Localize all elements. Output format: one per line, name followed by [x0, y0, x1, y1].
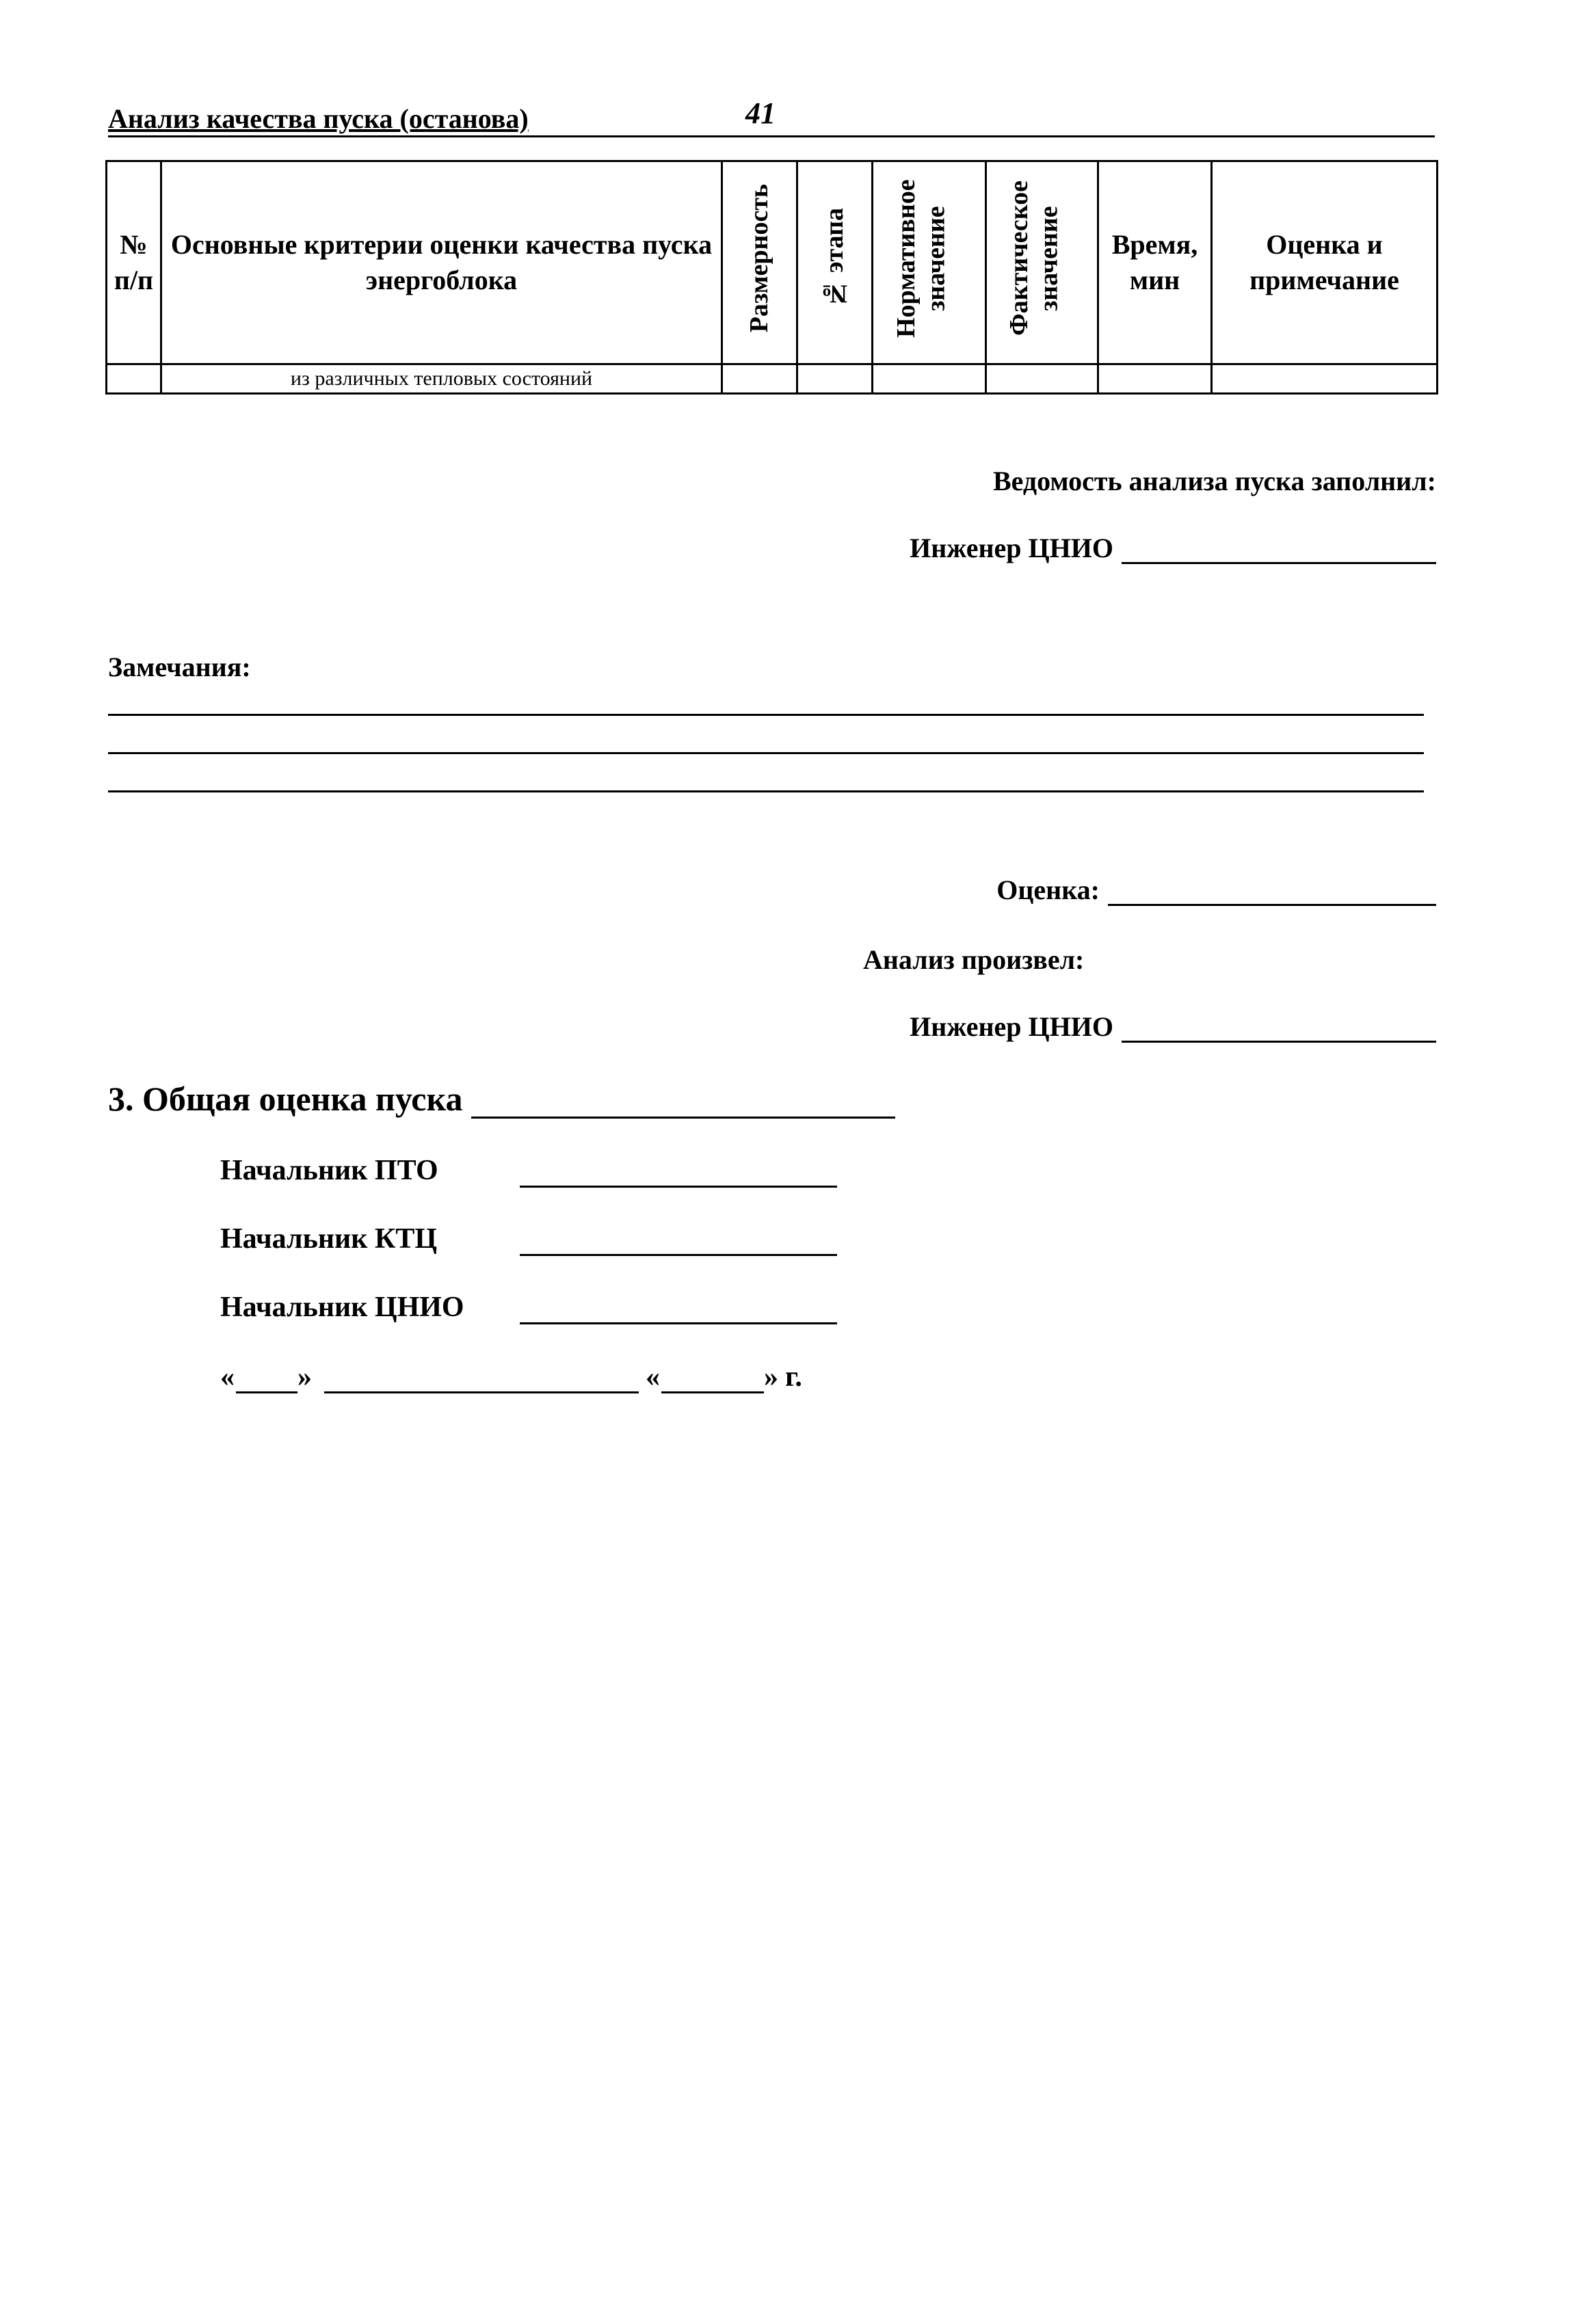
date-year-open-quote: «: [646, 1361, 660, 1393]
signature-pto-label: Начальник ПТО: [220, 1155, 438, 1186]
signature-ktc-line[interactable]: [520, 1254, 837, 1256]
remarks-label: Замечания:: [108, 652, 251, 682]
performed-by-engineer-row: [910, 1011, 1436, 1043]
cell-normative: [873, 364, 986, 394]
header-normative: [873, 161, 986, 364]
signature-pto-line[interactable]: [520, 1186, 837, 1188]
header-criteria: Основные критерии оценки качества пуска энергоблока: [161, 161, 722, 364]
section3-title: 3. Общая оценка пуска: [108, 1080, 463, 1118]
remark-line[interactable]: [108, 752, 1424, 754]
performed-by-engineer-label: Инженер ЦНИО: [910, 1011, 1113, 1042]
assessment-label: Оценка:: [996, 874, 1100, 905]
cell-assessment: [1212, 364, 1438, 394]
date-year-close-quote: »: [764, 1361, 778, 1393]
cell-num: [107, 364, 161, 394]
header-dimension: [722, 161, 797, 364]
filled-by-engineer-row: [910, 532, 1436, 564]
cell-actual: [986, 364, 1098, 394]
page-title: Анализ качества пуска (останова): [108, 103, 529, 134]
header-dimension-label: Размерность: [744, 183, 773, 333]
header-rule: [108, 135, 1435, 137]
criteria-table: [105, 160, 1438, 395]
assessment-row: [996, 874, 1436, 906]
cell-criteria: из различных тепловых состояний: [161, 364, 722, 394]
table-row: [107, 364, 1438, 394]
filled-by-engineer-label: Инженер ЦНИО: [910, 533, 1113, 563]
signature-cnio-line[interactable]: [520, 1322, 837, 1324]
header-assessment: Оценка и примечание: [1212, 161, 1438, 364]
remark-line[interactable]: [108, 714, 1424, 716]
performed-by-signature-line[interactable]: [1122, 1013, 1436, 1043]
date-row: [220, 1361, 802, 1393]
filled-by-signature-line[interactable]: [1122, 535, 1436, 564]
date-day-open-quote: «: [220, 1361, 235, 1393]
header-time: Время, мин: [1098, 161, 1212, 364]
table-header-row: [107, 161, 1438, 364]
header-normative-label: Нормативное значение: [891, 178, 951, 338]
header-num: № п/п: [107, 161, 161, 364]
date-year-suffix: г.: [785, 1361, 802, 1393]
date-day-field[interactable]: [236, 1364, 297, 1393]
remark-line[interactable]: [108, 790, 1424, 792]
cell-stage: [797, 364, 873, 394]
header-stage: [797, 161, 873, 364]
performed-by-label: Анализ произвел:: [863, 944, 1085, 975]
date-month-field[interactable]: [324, 1364, 639, 1393]
section3-row: [108, 1079, 895, 1119]
date-day-close-quote: »: [297, 1361, 312, 1393]
assessment-line[interactable]: [1108, 877, 1436, 906]
section3-line[interactable]: [471, 1084, 895, 1119]
date-year-field[interactable]: [661, 1364, 764, 1393]
signature-ktc-label: Начальник КТЦ: [220, 1223, 438, 1255]
signature-cnio-label: Начальник ЦНИО: [220, 1292, 464, 1323]
filled-by-label: Ведомость анализа пуска заполнил:: [993, 466, 1436, 496]
header-stage-label: № этапа: [819, 208, 849, 308]
page-number: 41: [745, 96, 776, 130]
cell-time: [1098, 364, 1212, 394]
header-actual: [986, 161, 1098, 364]
cell-dimension: [722, 364, 797, 394]
header-actual-label: Фактическое значение: [1004, 181, 1063, 336]
